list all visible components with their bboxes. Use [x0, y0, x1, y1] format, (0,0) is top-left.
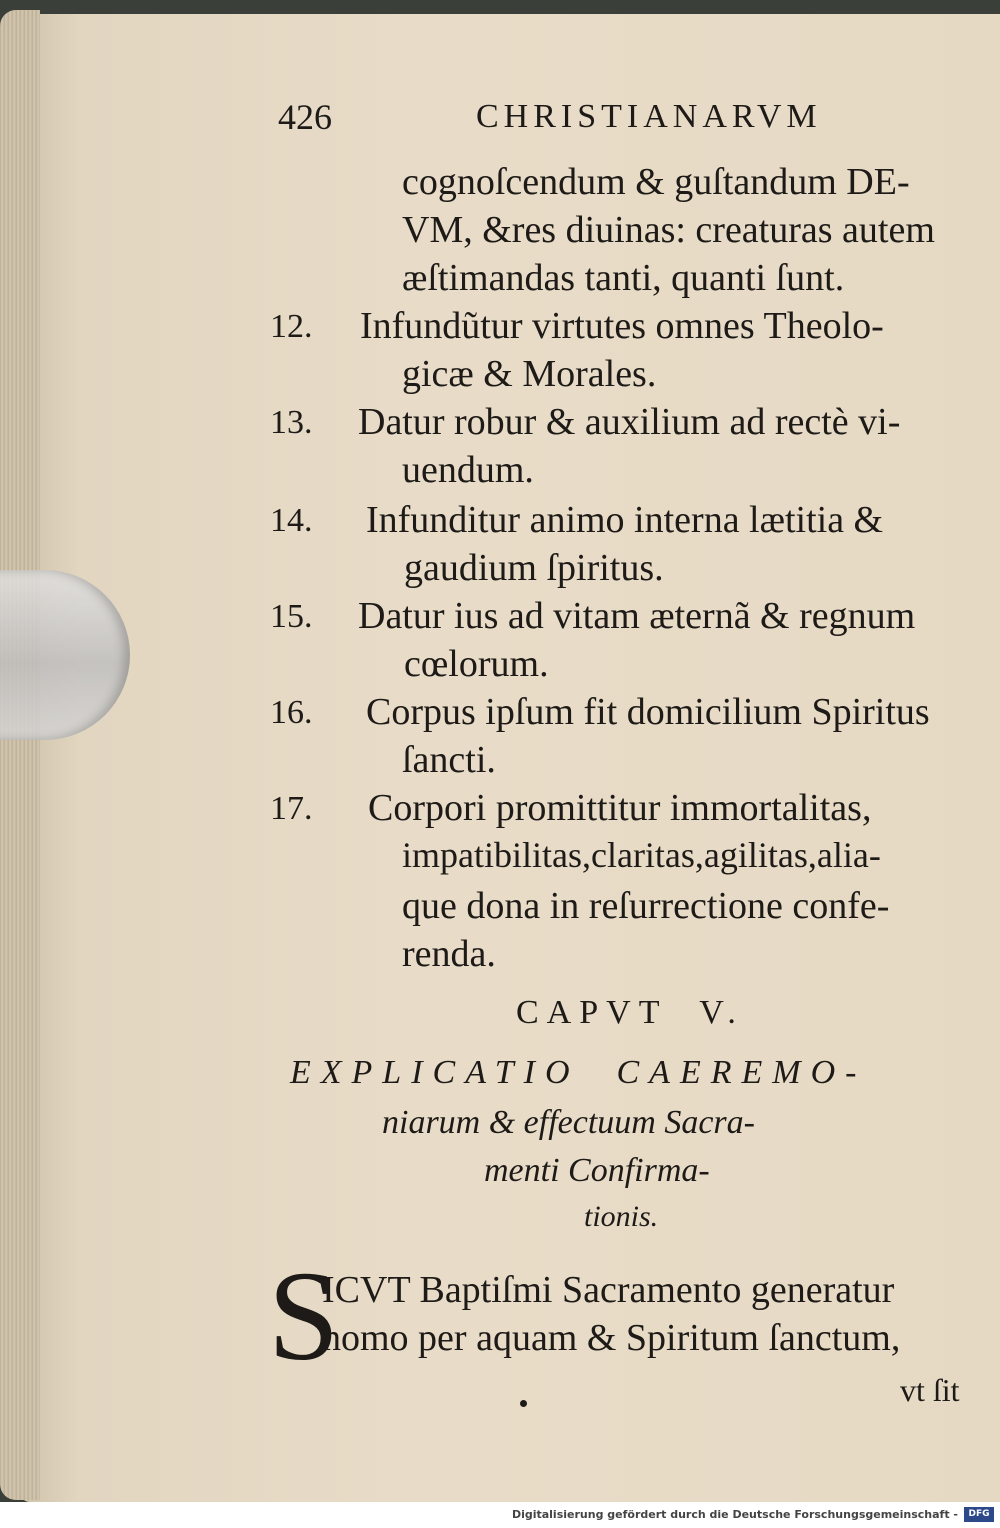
chapter-title-line: menti Confirma- [484, 1152, 710, 1189]
item-text: ſancti. [402, 739, 496, 781]
item-text: que dona in reſurrectione confe- [402, 885, 890, 927]
item-text: Datur robur & auxilium ad rectè vi- [358, 401, 901, 443]
text-line: æſtimandas tanti, quanti ſunt. [402, 257, 845, 299]
item-text: renda. [402, 933, 496, 975]
item-text: Corpus ipſum fit domicilium Spiritus [366, 691, 930, 733]
item-text: cœlorum. [404, 643, 549, 685]
item-text: Infundũtur virtutes omnes Theolo- [360, 305, 884, 347]
dfg-logo: DFG [964, 1507, 994, 1522]
chapter-title-line: niarum & effectuum Sacra- [382, 1104, 755, 1141]
item-number: 16. [270, 694, 313, 731]
text-line: cognoſcendum & guſtandum DE- [402, 161, 910, 203]
text-line: homo per aquam & Spiritum ſanctum, [322, 1317, 901, 1359]
item-number: 15. [270, 598, 313, 635]
footer-credit: Digitalisierung gefördert durch die Deutsche Forschungsgemeinschaft - [511, 1508, 958, 1521]
ink-spot [520, 1400, 527, 1407]
item-number: 12. [270, 308, 313, 345]
running-title: CHRISTIANARVM [476, 98, 822, 135]
item-text: Infunditur animo interna lætitia & [366, 499, 884, 541]
chapter-heading: CAPVT V. [516, 994, 744, 1031]
item-text: uendum. [402, 449, 534, 491]
item-number: 17. [270, 790, 313, 827]
chapter-title-line: EXPLICATIO CAEREMO- [290, 1054, 867, 1091]
digitization-footer [0, 1502, 1000, 1528]
chapter-title-line: tionis. [584, 1200, 659, 1233]
item-text: gicæ & Morales. [402, 353, 657, 395]
item-text: Datur ius ad vitam æternã & regnum [358, 595, 916, 637]
catchword: vt ſit [900, 1372, 960, 1408]
item-text: impatibilitas,claritas,agilitas,alia- [402, 835, 881, 875]
item-text: Corpori promittitur immortalitas, [368, 787, 872, 829]
page-edges [0, 10, 40, 1500]
text-line: VM, &res diuinas: creaturas autem [402, 209, 935, 251]
page-number: 426 [278, 97, 332, 137]
item-text: gaudium ſpiritus. [404, 547, 664, 589]
text-line: ICVT Baptiſmi Sacramento generatur [322, 1269, 895, 1311]
item-number: 13. [270, 404, 313, 441]
item-number: 14. [270, 502, 313, 539]
drop-cap: S [268, 1245, 340, 1387]
